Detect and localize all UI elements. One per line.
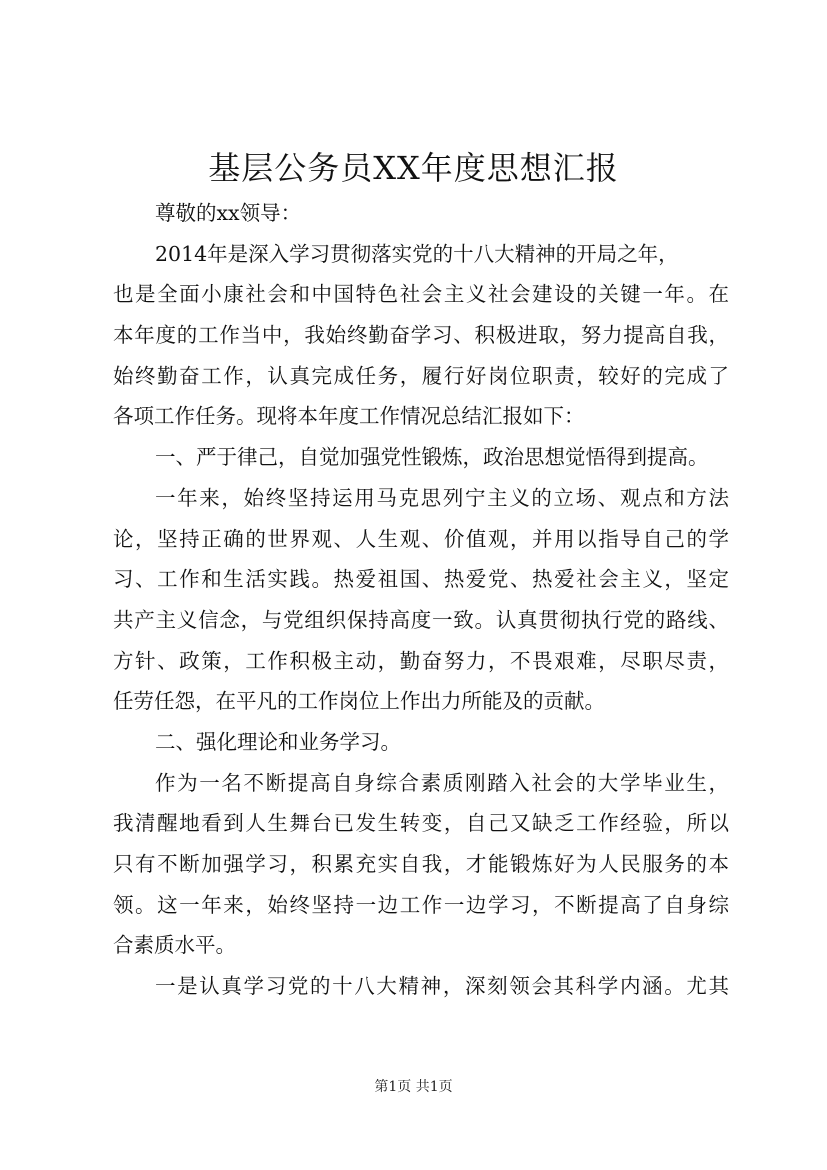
paragraph-line: 我清醒地看到人生舞台已发生转变，自己又缺乏工作经验，所以: [113, 811, 729, 836]
paragraph-line: 领。这一年来，始终坚持一边工作一边学习，不断提高了自身综: [113, 892, 729, 917]
paragraph-line: 一年来，始终坚持运用马克思列宁主义的立场、观点和方法: [155, 485, 729, 510]
salutation-line: 尊敬的xx领导：: [155, 201, 302, 225]
paragraph-line: 方针、政策，工作积极主动，勤奋努力，不畏艰难，尽职尽责，: [113, 648, 729, 673]
document-body: [113, 193, 729, 1007]
document-title: 基层公务员XX年度思想汇报: [208, 149, 619, 187]
paragraph-line: 习、工作和生活实践。热爱祖国、热爱党、热爱社会主义，坚定: [113, 567, 729, 592]
paragraph-line: 作为一名不断提高自身综合素质刚踏入社会的大学毕业生，: [155, 770, 729, 795]
section-heading-2: 二、强化理论和业务学习。: [155, 729, 401, 754]
paragraph-line: 任劳任怨，在平凡的工作岗位上作出力所能及的贡献。: [113, 689, 605, 714]
paragraph-line: 各项工作任务。现将本年度工作情况总结汇报如下：: [113, 404, 585, 429]
paragraph-line: 一是认真学习党的十八大精神，深刻领会其科学内涵。尤其: [155, 974, 729, 999]
page-number-footer: 第1页 共1页: [374, 1079, 453, 1095]
paragraph-line: 本年度的工作当中，我始终勤奋学习、积极进取，努力提高自我，: [113, 323, 729, 348]
paragraph-line: 也是全面小康社会和中国特色社会主义社会建设的关键一年。在: [113, 282, 729, 307]
paragraph-line: 论，坚持正确的世界观、人生观、价值观，并用以指导自己的学: [113, 526, 729, 551]
paragraph-line: 合素质水平。: [113, 933, 236, 958]
paragraph-line: 2014年是深入学习贯彻落实党的十八大精神的开局之年，: [155, 241, 679, 266]
paragraph-line: 共产主义信念，与党组织保持高度一致。认真贯彻执行党的路线、: [113, 607, 729, 632]
section-heading-1: 一、严于律己，自觉加强党性锻炼，政治思想觉悟得到提高。: [155, 445, 709, 470]
paragraph-line: 只有不断加强学习，积累充实自我，才能锻炼好为人民服务的本: [113, 852, 729, 876]
paragraph-line: 始终勤奋工作，认真完成任务，履行好岗位职责，较好的完成了: [113, 363, 729, 388]
